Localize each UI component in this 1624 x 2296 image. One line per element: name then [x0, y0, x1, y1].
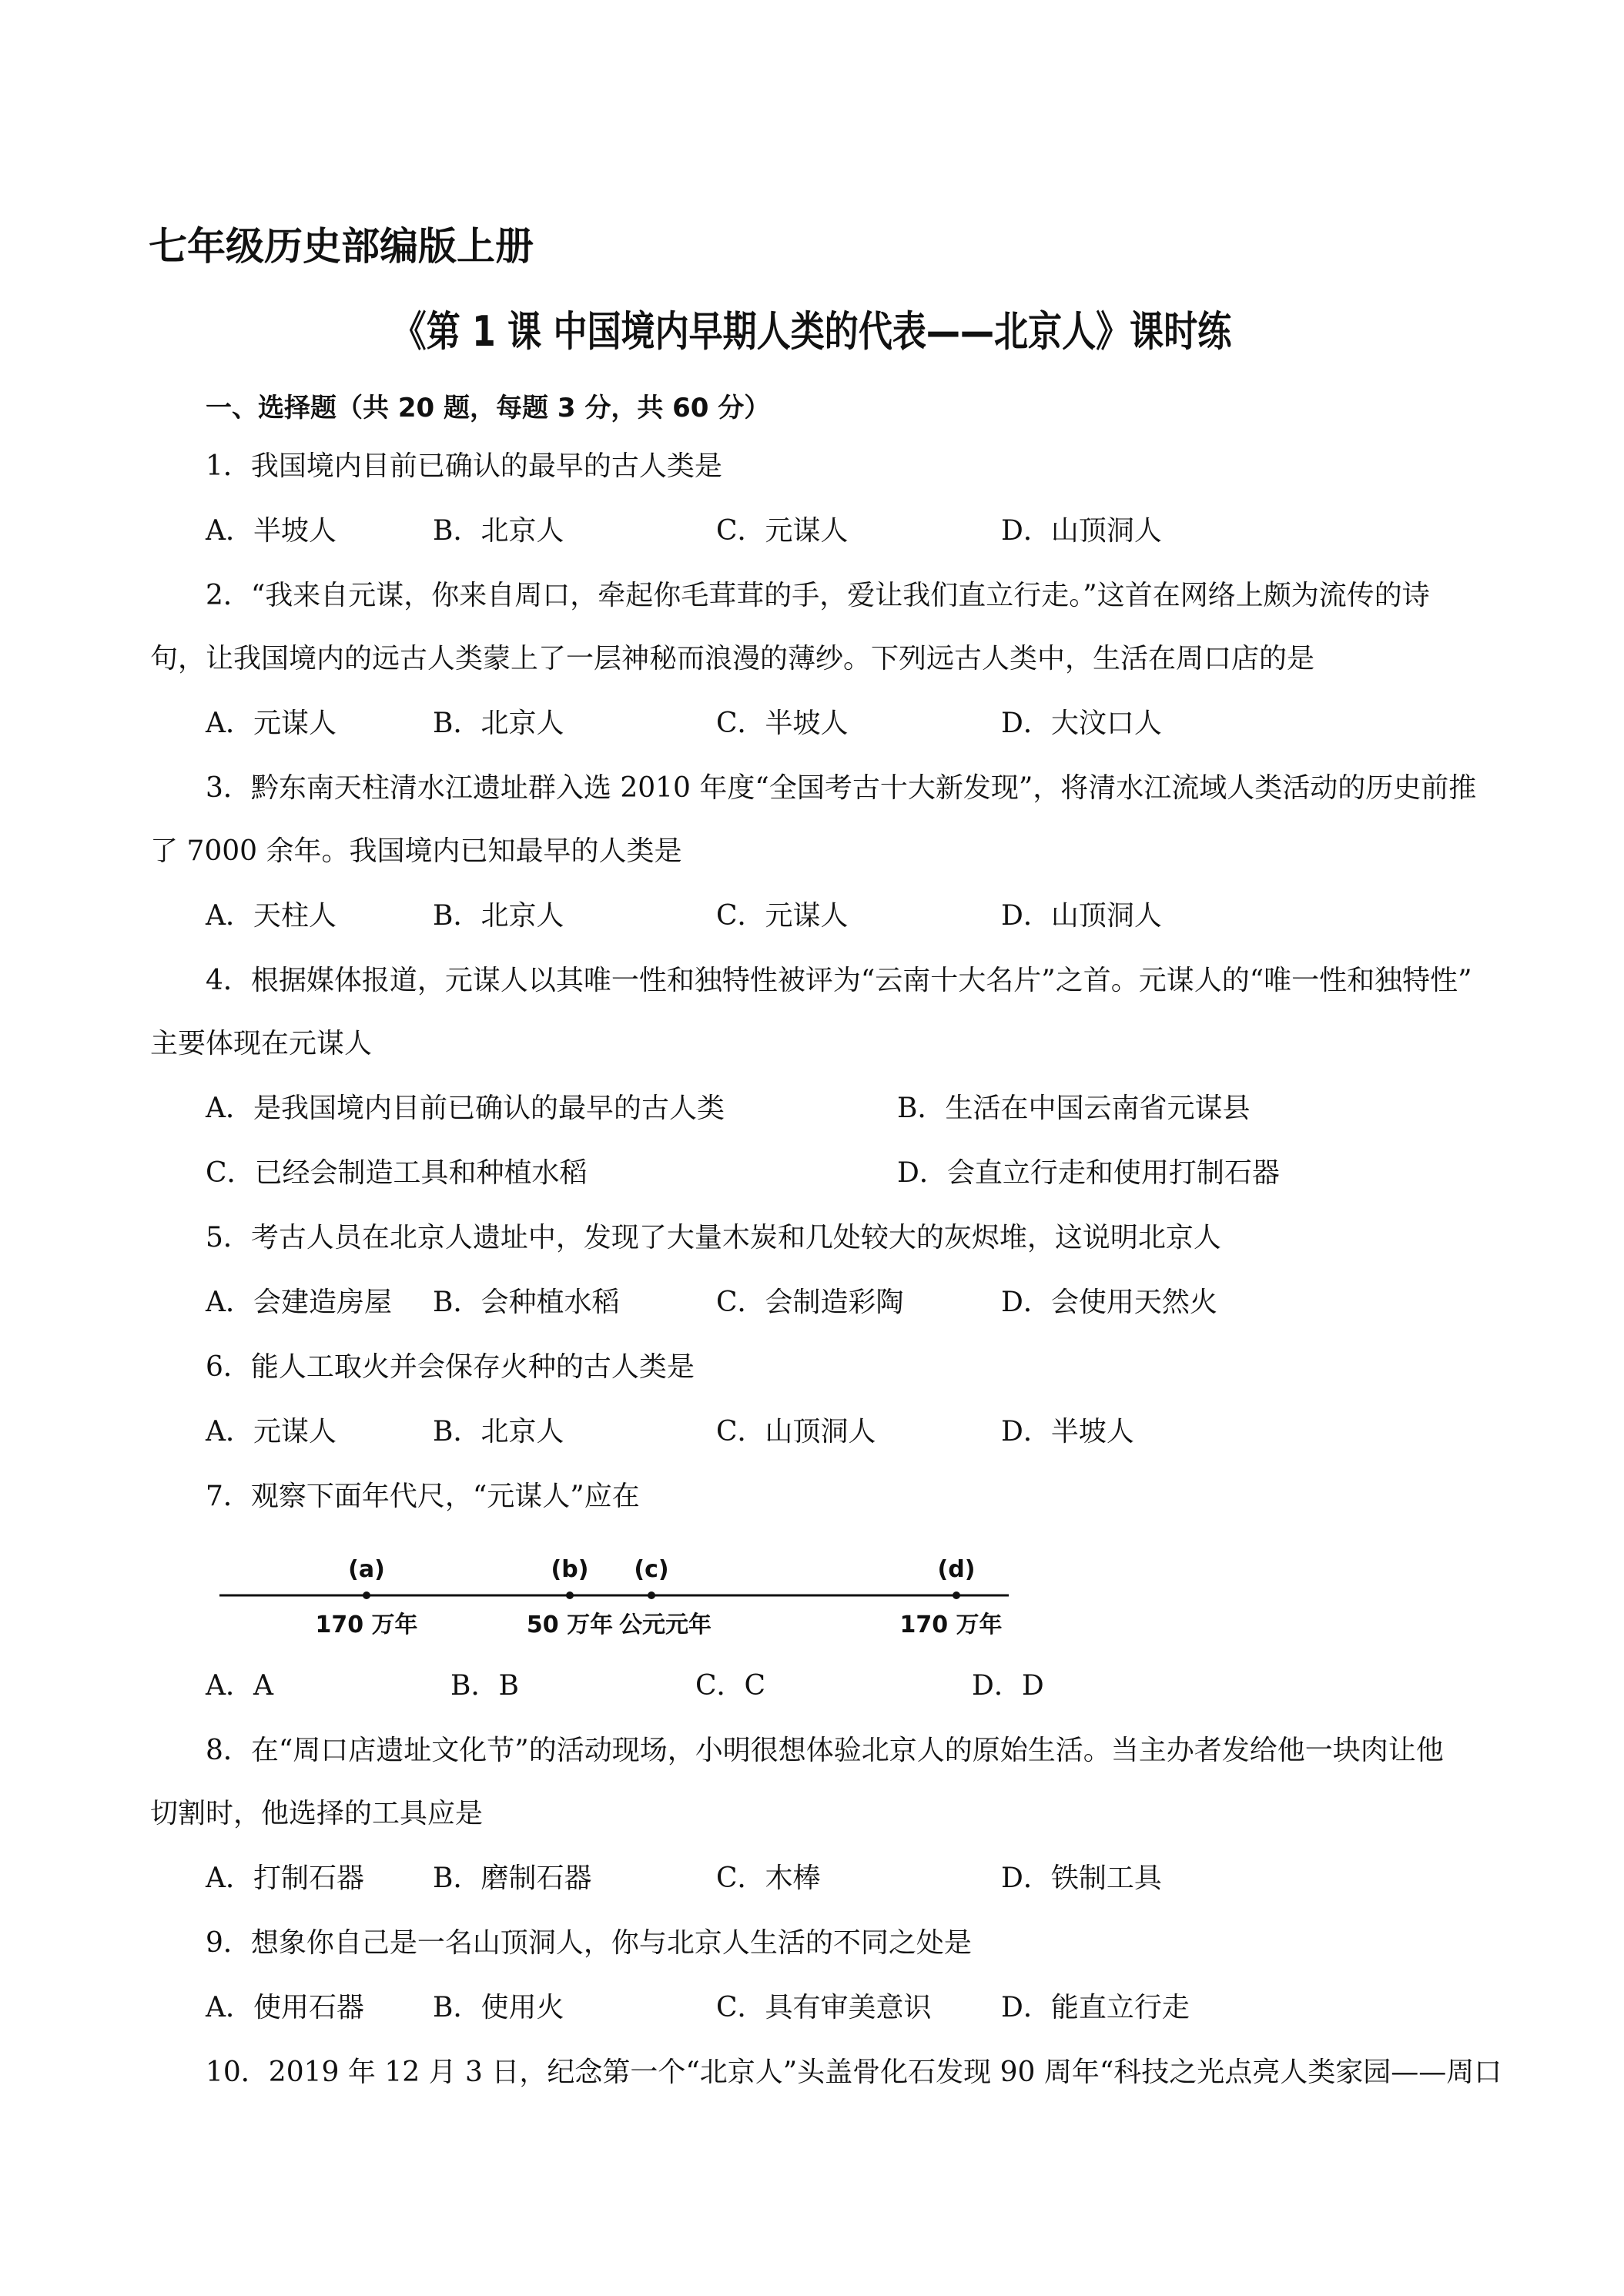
question-7-text: 7．观察下面年代尺，“元谋人”应在	[206, 1481, 640, 1512]
question-8-text-line1: 8．在“周口店遗址文化节”的活动现场，小明很想体验北京人的原始生活。当主办者发给他一块肉让他	[206, 1735, 1444, 1766]
q1-option-a: A．半坡人	[206, 515, 337, 547]
q7-option-b: B．B	[450, 1670, 519, 1702]
q9-option-a: A．使用石器	[206, 1992, 364, 2023]
question-5-text: 5．考古人员在北京人遗址中，发现了大量木炭和几处较大的灰烬堆，这说明北京人	[206, 1222, 1221, 1253]
q9-option-b: B．使用火	[433, 1992, 564, 2023]
q1-option-d: D．山顶洞人	[1001, 515, 1162, 547]
question-9-text: 9．想象你自己是一名山顶洞人，你与北京人生活的不同之处是	[206, 1927, 972, 1959]
q3-option-b: B．北京人	[433, 900, 564, 932]
q6-option-a: A．元谋人	[206, 1416, 337, 1448]
q5-option-b: B．会种植水稻	[433, 1287, 620, 1318]
section-heading: 一、选择题（共 20 题，每题 3 分，共 60 分）	[206, 393, 771, 423]
question-2-text-line2: 句，让我国境内的远古人类蒙上了一层神秘而浪漫的薄纱。下列远古人类中，生活在周口店的是	[150, 643, 1315, 674]
q6-option-d: D．半坡人	[1001, 1416, 1134, 1448]
q9-option-d: D．能直立行走	[1001, 1992, 1190, 2023]
q7-option-d: D．D	[972, 1670, 1044, 1702]
timeline-point-b	[566, 1591, 574, 1599]
q9-option-c: C．具有审美意识	[716, 1992, 932, 2023]
q5-option-a: A．会建造房屋	[206, 1287, 392, 1318]
q1-option-c: C．元谋人	[716, 515, 849, 547]
q3-option-a: A．天柱人	[206, 900, 337, 932]
q2-option-c: C．半坡人	[716, 708, 849, 739]
question-4-text-line2: 主要体现在元谋人	[150, 1028, 373, 1059]
timeline-label-d: 170 万年	[899, 1612, 1003, 1638]
q4-option-a: A．是我国境内目前已确认的最早的古人类	[206, 1093, 725, 1124]
q3-option-d: D．山顶洞人	[1001, 900, 1162, 932]
q5-option-c: C．会制造彩陶	[716, 1287, 904, 1318]
q3-option-c: C．元谋人	[716, 900, 849, 932]
q4-option-d: D．会直立行走和使用打制石器	[897, 1157, 1280, 1189]
document-subtitle: 七年级历史部编版上册	[149, 224, 534, 269]
timeline-point-a	[363, 1591, 370, 1599]
q8-option-c: C．木棒	[716, 1863, 821, 1894]
q1-option-b: B．北京人	[433, 515, 564, 547]
q7-option-a: A．A	[206, 1670, 273, 1702]
question-6-text: 6．能人工取火并会保存火种的古人类是	[206, 1351, 695, 1383]
timeline-point-d	[953, 1591, 960, 1599]
timeline-point-c	[648, 1591, 655, 1599]
q4-option-b: B．生活在中国云南省元谋县	[897, 1093, 1251, 1124]
question-1-text: 1．我国境内目前已确认的最早的古人类是	[206, 450, 722, 482]
q2-option-a: A．元谋人	[206, 708, 337, 739]
timeline-diagram	[216, 1546, 1024, 1646]
document-title: 《第 1 课 中国境内早期人类的代表——北京人》课时练	[392, 307, 1232, 356]
q2-option-d: D．大汶口人	[1001, 708, 1162, 739]
q5-option-d: D．会使用天然火	[1001, 1287, 1217, 1318]
timeline-label-a: 170 万年	[315, 1612, 418, 1638]
timeline-label-b: 50 万年	[526, 1612, 614, 1638]
question-3-text-line1: 3．黔东南天柱清水江遗址群入选 2010 年度“全国考古十大新发现”，将清水江流域人类活动的历史前推	[206, 772, 1477, 804]
timeline-mark-d: (d)	[937, 1556, 976, 1583]
timeline-mark-a: (a)	[348, 1556, 385, 1583]
timeline-label-c: 公元元年	[619, 1612, 712, 1638]
q8-option-a: A．打制石器	[206, 1863, 364, 1894]
question-10-text: 10．2019 年 12 月 3 日，纪念第一个“北京人”头盖骨化石发现 90 周年“科技之光点亮人类家园——周口	[206, 2057, 1502, 2088]
q4-option-c: C．已经会制造工具和种植水稻	[206, 1157, 588, 1189]
question-4-text-line1: 4．根据媒体报道，元谋人以其唯一性和独特性被评为“云南十大名片”之首。元谋人的“唯一性和独特性”	[206, 965, 1472, 996]
q7-option-c: C．C	[695, 1670, 766, 1702]
question-3-text-line2: 了 7000 余年。我国境内已知最早的人类是	[150, 835, 682, 867]
q2-option-b: B．北京人	[433, 708, 564, 739]
timeline-mark-b: (b)	[551, 1556, 589, 1583]
q8-option-d: D．铁制工具	[1001, 1863, 1162, 1894]
q8-option-b: B．磨制石器	[433, 1863, 592, 1894]
timeline-mark-c: (c)	[634, 1556, 669, 1583]
q6-option-b: B．北京人	[433, 1416, 564, 1448]
question-8-text-line2: 切割时，他选择的工具应是	[150, 1798, 484, 1829]
question-2-text-line1: 2．“我来自元谋，你来自周口，牵起你毛茸茸的手，爱让我们直立行走。”这首在网络上颇为流传的诗	[206, 580, 1430, 611]
q6-option-c: C．山顶洞人	[716, 1416, 876, 1448]
